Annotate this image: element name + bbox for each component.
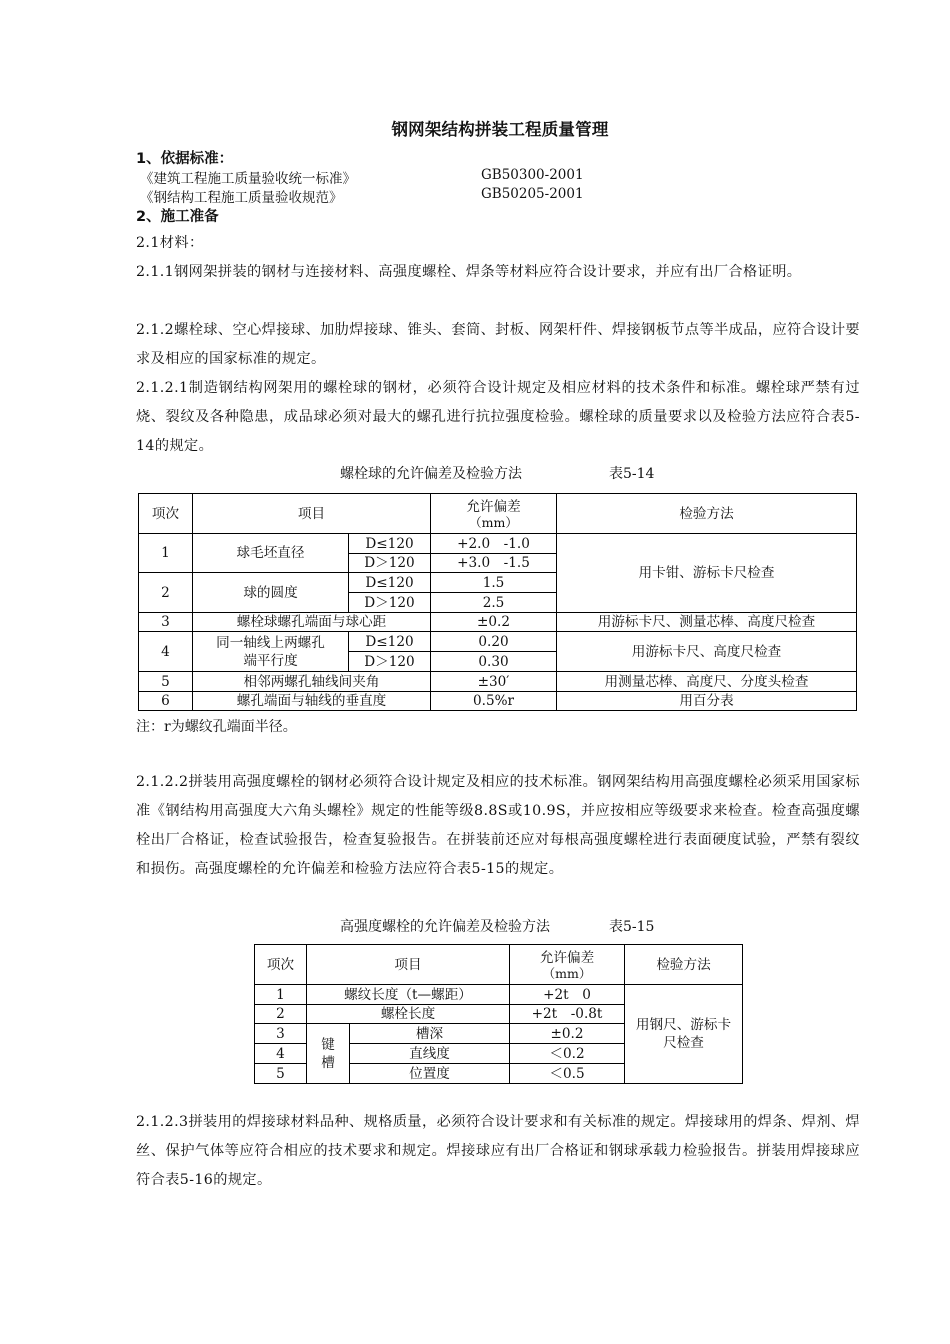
table-5-14-caption: 螺栓球的允许偏差及检验方法 <box>340 466 522 482</box>
header-no: 项次 <box>139 494 193 534</box>
table-row <box>139 613 857 632</box>
section-2-heading: 2、施工准备 <box>136 209 219 225</box>
cell-tolerance: 0.30 <box>431 652 557 672</box>
header-tolerance <box>510 945 625 985</box>
cell-group-label: 键槽 <box>307 1024 350 1084</box>
cell-no: 4 <box>139 632 193 672</box>
cell-no: 2 <box>139 573 193 613</box>
cell-tolerance: +2.0 -1.0 <box>431 534 557 554</box>
para-2-1-2: 2.1.2螺栓球、空心焊接球、加肋焊接球、锥头、套筒、封板、网架杆件、焊接钢板节点等半成品，应符合设计要求及相应的国家标准的规定。 <box>136 322 860 367</box>
table-row <box>139 672 857 692</box>
para-2-1-2-1: 2.1.2.1制造钢结构网架用的螺栓球的钢材，必须符合设计规定及相应材料的技术条件和标准。螺栓球严禁有过烧、裂纹及各种隐患，成品球必须对最大的螺孔进行抗拉强度检验。螺栓球的质量要求以及检验方法应符合表5-14的规定。 <box>136 380 860 454</box>
table-5-14-note: 注：r为螺纹孔端面半径。 <box>136 719 297 735</box>
table-5-15 <box>254 944 743 1084</box>
table-5-15-label: 表5-15 <box>609 919 655 935</box>
cell-no: 3 <box>139 613 193 632</box>
header-no: 项次 <box>255 945 307 985</box>
header-tolerance-line1: 允许偏差 <box>466 498 521 515</box>
header-item: 项目 <box>193 494 431 534</box>
table-row <box>139 692 857 711</box>
cell-tolerance: ＜0.5 <box>510 1064 625 1084</box>
cell-item-line2: 端平行度 <box>243 652 298 669</box>
header-tolerance-line2: （mm） <box>542 965 592 981</box>
ref-2-name: 《钢结构工程施工质量验收规范》 <box>140 190 343 206</box>
header-method: 检验方法 <box>625 945 743 985</box>
para-2-1-2-2: 2.1.2.2拼装用高强度螺栓的钢材必须符合设计规定及相应的技术标准。钢网架结构用高强度螺栓必须采用国家标准《钢结构用高强度大六角头螺栓》规定的性能等级8.8S或10.9S，并应按相应等级要求来检查。检查高强度螺栓出厂合格证，检查试验报告，检查复验报告。在拼装前还应对每根高强度螺栓进行表面硬度试验，严禁有裂纹和损伤。高强度螺栓的允许偏差和检验方法应符合表5-15的规定。 <box>136 774 860 877</box>
cell-item <box>193 632 349 672</box>
cell-tolerance: 0.20 <box>431 632 557 652</box>
cell-tolerance: +2t -0.8t <box>510 1005 625 1024</box>
page-title: 钢网架结构拼装工程质量管理 <box>391 120 609 139</box>
cell-item: 相邻两螺孔轴线间夹角 <box>193 672 431 692</box>
header-method: 检验方法 <box>557 494 857 534</box>
cell-item: 螺孔端面与轴线的垂直度 <box>193 692 431 711</box>
cell-item: 螺纹长度（t—螺距） <box>307 985 510 1005</box>
cell-no: 4 <box>255 1044 307 1064</box>
cell-no: 1 <box>139 534 193 573</box>
table-row <box>139 632 857 652</box>
cell-tolerance: +3.0 -1.5 <box>431 554 557 573</box>
cell-condition: D≤120 <box>349 632 431 652</box>
header-tolerance <box>431 494 557 534</box>
cell-item: 槽深 <box>350 1024 510 1044</box>
cell-tolerance: ±30′ <box>431 672 557 692</box>
cell-tolerance: +2t 0 <box>510 985 625 1005</box>
table-5-14 <box>138 493 857 711</box>
para-2-1: 2.1材料： <box>136 235 204 251</box>
cell-condition: D＞120 <box>349 554 431 573</box>
cell-no: 6 <box>139 692 193 711</box>
cell-condition: D＞120 <box>349 652 431 672</box>
para-2-1-2-3: 2.1.2.3拼装用的焊接球材料品种、规格质量，必须符合设计要求和有关标准的规定。焊接球用的焊条、焊剂、焊丝、保护气体等应符合相应的技术要求和规定。焊接球应有出厂合格证和钢球承载力检验报告。拼装用焊接球应符合表5-16的规定。 <box>136 1114 860 1188</box>
header-item: 项目 <box>307 945 510 985</box>
cell-method: 用游标卡尺、测量芯棒、高度尺检查 <box>557 613 857 632</box>
ref-1-code: GB50300-2001 <box>481 167 584 183</box>
header-tolerance-line1: 允许偏差 <box>539 949 595 966</box>
cell-item: 螺栓球螺孔端面与球心距 <box>193 613 431 632</box>
cell-method: 用百分表 <box>557 692 857 711</box>
cell-method: 用测量芯棒、高度尺、分度头检查 <box>557 672 857 692</box>
cell-tolerance: ±0.2 <box>510 1024 625 1044</box>
cell-no: 1 <box>255 985 307 1005</box>
cell-condition: D＞120 <box>349 593 431 613</box>
table-row <box>139 534 857 554</box>
cell-condition: D≤120 <box>349 573 431 593</box>
cell-no: 3 <box>255 1024 307 1044</box>
cell-item-line1: 同一轴线上两螺孔 <box>216 634 325 651</box>
cell-method: 用游标卡尺、高度尺检查 <box>557 632 857 672</box>
cell-item: 位置度 <box>350 1064 510 1084</box>
ref-1-name: 《建筑工程施工质量验收统一标准》 <box>140 171 356 187</box>
table-row <box>255 985 743 1005</box>
table-5-15-caption: 高强度螺栓的允许偏差及检验方法 <box>340 919 550 935</box>
cell-item: 直线度 <box>350 1044 510 1064</box>
cell-no: 2 <box>255 1005 307 1024</box>
cell-condition: D≤120 <box>349 534 431 554</box>
ref-2-code: GB50205-2001 <box>481 186 584 202</box>
cell-item: 球的圆度 <box>193 573 349 613</box>
cell-method: 用钢尺、游标卡尺检查 <box>625 985 743 1084</box>
section-1-heading: 1、依据标准： <box>136 151 234 167</box>
cell-item: 球毛坯直径 <box>193 534 349 573</box>
header-tolerance-line2: （mm） <box>469 514 518 530</box>
table-header-row <box>255 945 743 985</box>
cell-method: 用卡钳、游标卡尺检查 <box>557 534 857 613</box>
table-5-14-label: 表5-14 <box>609 466 655 482</box>
cell-item: 螺栓长度 <box>307 1005 510 1024</box>
cell-tolerance: 0.5%r <box>431 692 557 711</box>
cell-no: 5 <box>139 672 193 692</box>
cell-tolerance: ＜0.2 <box>510 1044 625 1064</box>
cell-no: 5 <box>255 1064 307 1084</box>
cell-tolerance: 1.5 <box>431 573 557 593</box>
para-2-1-1: 2.1.1钢网架拼装的钢材与连接材料、高强度螺栓、焊条等材料应符合设计要求，并应有出厂合格证明。 <box>136 264 802 280</box>
cell-tolerance: ±0.2 <box>431 613 557 632</box>
cell-tolerance: 2.5 <box>431 593 557 613</box>
table-header-row <box>139 494 857 534</box>
